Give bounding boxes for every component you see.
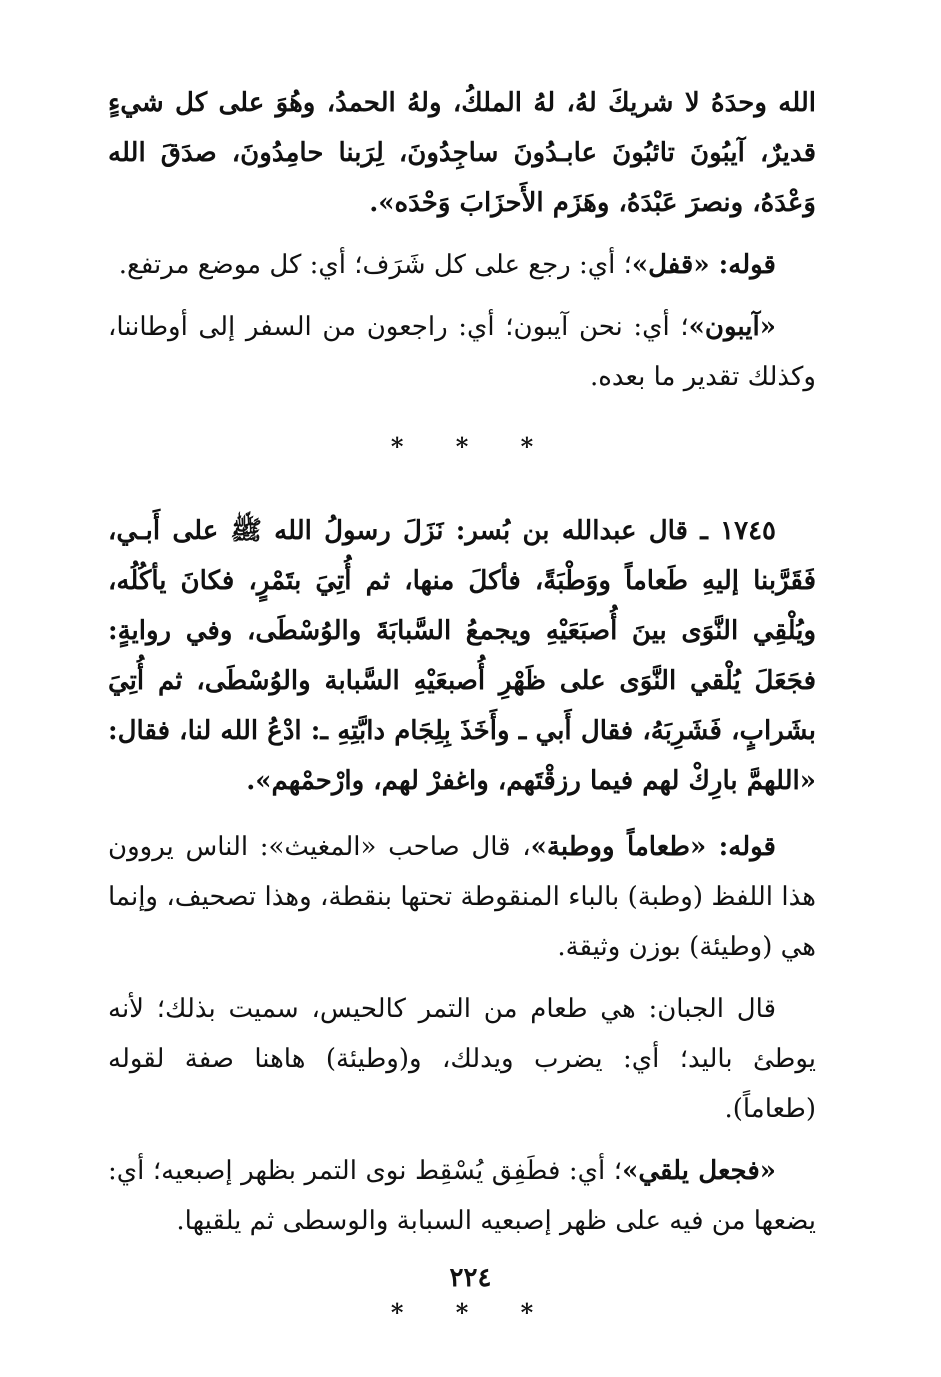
commentary-fajaala — [108, 1146, 816, 1246]
hadith-number: ١٧٤٥ — [720, 516, 776, 546]
commentary-fajaala-text: ؛ أي: فطَفِق يُسْقِط نوى التمر بظهر إصبعيه؛ أي: يضعها من فيه على ظهر إصبعيه السبابة والوسطى ثم يلقيها. — [108, 1156, 816, 1236]
commentary-taam-watba-lead: قوله: «طعاماً ووطبة» — [530, 832, 776, 862]
commentary-qafal-lead: قوله: «قفل» — [631, 250, 776, 280]
page-body — [108, 78, 816, 1338]
hadith-1745-text: ـ قال عبدالله بن بُسر: نَزَلَ رسولُ الله ﷺ على أَبـي، فَقَرَّبنا إليهِ طَعاماً ووَطْبَةً، فأكلَ منها، ثم أُتِيَ بتَمْرٍ، فكانَ يأكُلُه، ويُلْقِي النَّوَى بينَ أُصبَعَيْهِ ويجمعُ السَّبابَةَ والوُسْطَى، وفي روايةٍ: فجَعَلَ يُلْقي النَّوَى على ظَهْرِ أُصبعَيْهِ السَّبابة والوُسْطَى، ثم أُتِيَ بشَرابٍ، فَشَرِبَهُ، فقال أَبي ـ وأَخَذَ بِلِجَام دابَّتِهِ ـ: ادْعُ الله لنا، فقال: «اللهمَّ بارِكْ لهم فيما رزقْتَهم، واغفرْ لهم، وارْحمْهم». — [108, 516, 816, 796]
section-separator: * * * — [390, 432, 556, 461]
commentary-taam-watba-text: ، قال صاحب «المغيث»: الناس يروون هذا اللفظ (وطبة) بالباء المنقوطة تحتها بنقطة، وهذا تصحيف، وإنما هي (وطيئة) بوزن وثيقة. — [108, 832, 817, 962]
commentary-ayibun — [108, 302, 816, 402]
section-separator-end: * * * — [390, 1298, 556, 1327]
hadith-continuation-text: الله وحدَهُ لا شريكَ لهُ، لهُ الملكُ، ولهُ الحمدُ، وهُوَ على كل شيءٍ قديرٌ، آيبُونَ تائبُونَ عابـدُونَ ساجِدُونَ، لِرَبنا حامِدُونَ، صدَقَ الله وَعْدَهُ، ونصرَ عَبْدَهُ، وهَزَم الأَحزَابَ وَحْدَه». — [108, 88, 816, 218]
commentary-jabban — [108, 984, 816, 1134]
commentary-ayibun-text: ؛ أي: نحن آيبون؛ أي: راجعون من السفر إلى أوطاننا، وكذلك تقدير ما بعده. — [108, 312, 816, 392]
hadith-1745 — [108, 506, 816, 806]
hadith-continuation — [108, 78, 816, 228]
commentary-taam-watba — [108, 822, 816, 972]
commentary-ayibun-lead: «آيبون» — [688, 312, 776, 342]
page-number: ٢٢٤ — [449, 1263, 492, 1293]
commentary-jabban-text: قال الجبان: هي طعام من التمر كالحيس، سميت بذلك؛ لأنه يوطئ باليد؛ أي: يضرب ويدلك، و(وطيئة) هاهنا صفة لقوله (طعاماً). — [108, 994, 816, 1124]
commentary-qafal-text: ؛ أي: رجع على كل شَرَف؛ أي: كل موضع مرتفع. — [118, 250, 632, 280]
commentary-qafal — [108, 240, 816, 290]
commentary-fajaala-lead: «فجعل يلقي» — [622, 1156, 776, 1186]
